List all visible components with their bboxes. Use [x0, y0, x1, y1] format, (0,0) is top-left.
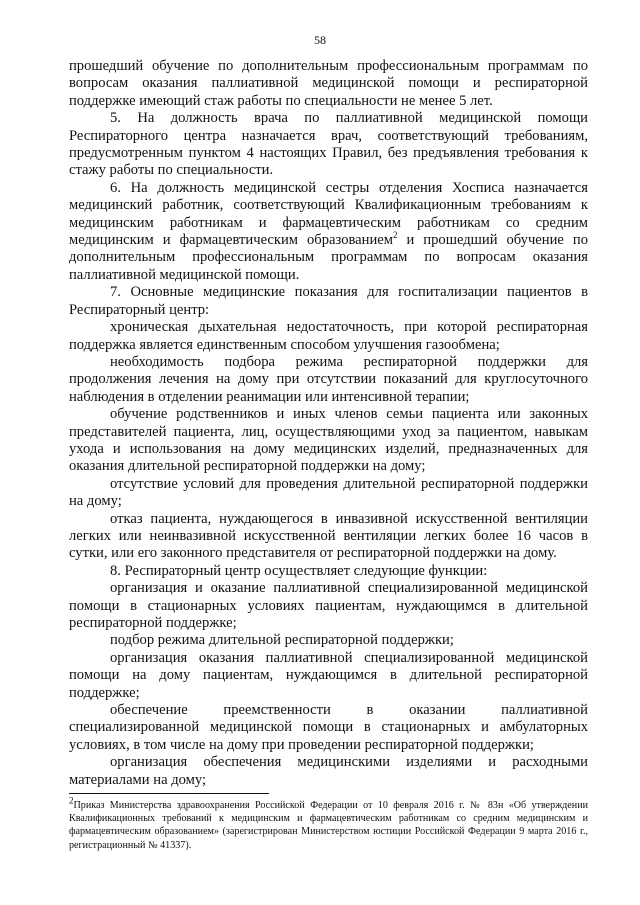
function-item-5: организация обеспечения медицинскими изделиями и расходными материалами на дому; — [69, 754, 588, 788]
page-number: 58 — [314, 33, 326, 47]
function-item-2: подбор режима длительной респираторной поддержки; — [110, 632, 454, 649]
indication-item-4: отсутствие условий для проведения длительной респираторной поддержки на дому; — [69, 475, 588, 510]
footnote-divider — [69, 793, 269, 794]
paragraph-item-6-text-after: и прошедший обучение по дополнительным профессиональным программам по вопросам оказания паллиативной медицинской помощи. — [69, 232, 588, 283]
body-text — [69, 58, 588, 789]
footnote-marker: 2 — [69, 795, 74, 806]
footnote — [69, 795, 588, 852]
footnote-text — [69, 795, 588, 852]
indication-item-1: хроническая дыхательная недостаточность, при которой респираторная поддержка является единственным способом улучшения газообмена; — [69, 319, 588, 353]
footnote-body: Приказ Министерства здравоохранения Российской Федерации от 10 февраля 2016 г. № 83н «Об утверждении Квалификационных требований к медицинским и фармацевтическим работникам со средним медицинским и фармацевтическим образованием» (зарегистрирован Министерством юстиции Российской Федерации 9 марта 2016 г., регистрационный № 41337). — [69, 800, 588, 851]
function-item-3: организация оказания паллиативной специализированной медицинской помощи на дому пациентам, нуждающимся в длительной респираторной поддержке; — [69, 649, 588, 701]
indication-item-2: необходимость подбора режима респираторной поддержки для продолжения лечения на дому при отсутствии показаний для круглосуточного наблюдения в отделении реанимации или интенсивной терапии; — [69, 353, 588, 405]
paragraph-item-5: 5. На должность врача по паллиативной медицинской помощи Респираторного центра назначается врач, соответствующий требованиям, предусмотренным пунктом 4 настоящих Правил, без предъявления требования к стажу работы по специальности. — [69, 110, 588, 179]
function-item-4: обеспечение преемственности в оказании паллиативной специализированной медицинской помощи в стационарных и амбулаторных условиях, в том числе на дому при проведении респираторной поддержки; — [69, 702, 588, 753]
paragraph-continuation: прошедший обучение по дополнительным профессиональным программам по вопросам оказания паллиативной медицинской помощи и респираторной поддержке имеющий стаж работы по специальности не менее 5 лет. — [69, 58, 588, 109]
footnote-reference: 2 — [393, 230, 398, 241]
indication-item-3: обучение родственников и иных членов семьи пациента или законных представителей пациента, лиц, осуществляющими уход за пациентом, навыкам ухода и использования на дому медицинских изделий, предназначенных для оказания длительной респираторной поддержки на дому; — [69, 406, 588, 475]
paragraph-item-6-text-before: 6. На должность медицинской сестры отделения Хосписа назначается медицинский работник, соответствующий Квалификационным требованиям к медицинским работникам и фармацевтическим работникам со средним медицинским и фармацевтическим образованием — [69, 179, 588, 249]
paragraph-item-6 — [69, 180, 588, 284]
function-item-1: организация и оказание паллиативной специализированной медицинской помощи в стационарных условиях пациентам, нуждающимся в длительной респираторной поддержке; — [69, 580, 588, 631]
paragraph-item-7: 7. Основные медицинские показания для госпитализации пациентов в Респираторный центр: — [69, 284, 588, 318]
paragraph-item-8: 8. Респираторный центр осуществляет следующие функции: — [110, 562, 488, 579]
indication-item-5: отказ пациента, нуждающегося в инвазивной искусственной вентиляции легких или неинвазивной искусственной вентиляции легких более 16 часов в сутки, или его законного представителя от респираторной поддержки на дому. — [69, 510, 588, 562]
